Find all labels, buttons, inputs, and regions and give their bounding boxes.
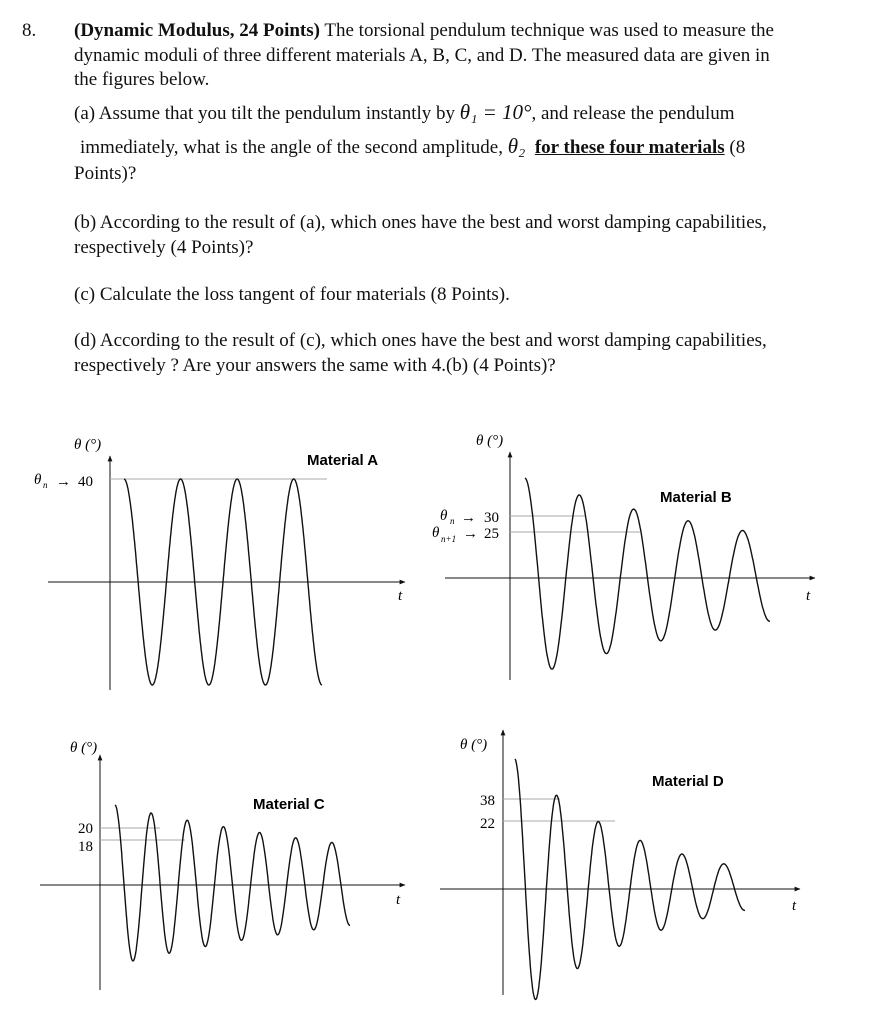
part-d-line-2: respectively ? Are your answers the same with 4.(b) (4 Points)? — [74, 355, 556, 376]
b-theta-n: θ — [440, 508, 448, 524]
a-arrow: → — [56, 474, 71, 490]
intro-text-1: The torsional pendulum technique was used to measure the — [319, 20, 774, 41]
part-a-text-3: immediately, what is the angle of the second amplitude, — [80, 137, 508, 158]
b-theta-n1-sub: n+1 — [441, 534, 457, 544]
a-theta-n-sub: n — [43, 480, 48, 490]
d-wave — [515, 759, 745, 999]
part-b-line-2: respectively (4 Points)? — [74, 237, 254, 258]
b-axis-x-label: t — [806, 588, 811, 604]
plot-material-d — [440, 730, 800, 999]
a-tick-1: 40 — [78, 474, 93, 490]
question-title: (Dynamic Modulus, 24 Points) — [74, 20, 320, 41]
b-tick-2: 25 — [484, 526, 499, 542]
d-axis-x-label: t — [792, 898, 797, 914]
d-axis-y-label: θ (°) — [460, 737, 488, 753]
b-theta-n-sub: n — [450, 516, 455, 526]
b-tick-1: 30 — [484, 510, 499, 526]
c-axis-y-label: θ (°) — [70, 740, 98, 756]
part-a-text-4: (8 — [724, 137, 746, 158]
d-tick-2: 22 — [480, 816, 495, 832]
c-material-label: Material C — [253, 796, 325, 813]
intro-line-3: the figures below. — [74, 69, 210, 90]
b-axis-y-label: θ (°) — [476, 433, 504, 449]
b-theta-n1: θ — [432, 525, 440, 541]
c-tick-2: 18 — [78, 839, 93, 855]
d-material-label: Material D — [652, 773, 724, 790]
a-material-label: Material A — [307, 452, 379, 469]
b-wave — [525, 478, 770, 669]
c-axis-x-label: t — [396, 892, 401, 908]
a-axis-y-label: θ (°) — [74, 437, 102, 453]
b-material-label: Material B — [660, 489, 732, 506]
part-c-line-1: (c) Calculate the loss tangent of four materials (8 Points). — [74, 284, 510, 305]
part-d-line-1: (d) According to the result of (c), which ones have the best and worst damping capabilities, — [74, 330, 767, 351]
plot-material-a — [34, 437, 405, 690]
a-axis-x-label: t — [398, 588, 403, 604]
question-number: 8. — [22, 20, 37, 41]
plot-material-c — [40, 740, 405, 990]
plot-material-b — [432, 433, 815, 680]
theta1-expression: θ₁ = 10° — [459, 100, 532, 124]
part-a-text-1: (a) Assume that you tilt the pendulum instantly by — [74, 103, 460, 124]
b-arrow-2: → — [463, 526, 478, 542]
part-a-text-2: , and release the pendulum — [531, 103, 735, 124]
b-arrow-1: → — [461, 510, 476, 526]
c-tick-1: 20 — [78, 821, 93, 837]
d-tick-1: 38 — [480, 793, 495, 809]
part-b-line-1: (b) According to the result of (a), which ones have the best and worst damping capabilities, — [74, 212, 767, 233]
intro-line-2: dynamic moduli of three different materials A, B, C, and D. The measured data are given in — [74, 45, 770, 66]
part-a-line-3: Points)? — [74, 163, 137, 184]
theta2-symbol: θ₂ — [507, 134, 526, 158]
part-a-emphasis: for these four materials — [534, 137, 725, 158]
a-theta-n: θ — [34, 472, 42, 488]
